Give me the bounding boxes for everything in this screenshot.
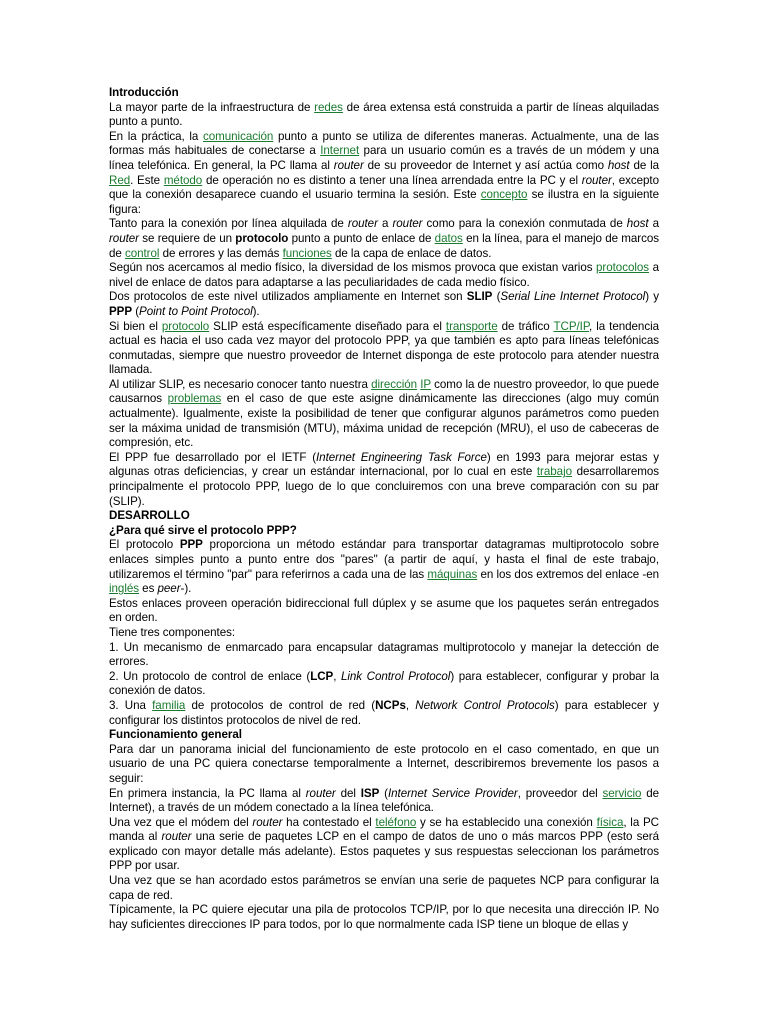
link-tcpip[interactable]: TCP/IP: [553, 319, 590, 333]
link-transporte[interactable]: transporte: [445, 319, 498, 333]
link-protocolos[interactable]: protocolos: [596, 261, 650, 275]
heading-introduccion: Introducción: [109, 86, 179, 99]
paragraph-3: Tanto para la conexión por línea alquilada de router a router como para la conexión conmutada de host a router se requiere de un protocolo punto a punto de enlace de datos en la línea, para el manejo de marcos de control de errores y las demás funciones de la capa de enlace de datos.: [109, 217, 659, 260]
link-datos[interactable]: datos: [434, 231, 463, 245]
paragraph-6: Si bien el protocolo SLIP está específicamente diseñado para el transporte de tráfico TCP/IP, la tendencia actual es hacia el uso cada vez mayor del protocolo PPP, ya que también es apto para líneas telefónicas conmutadas, siempre que nuestro proveedor de Internet disponga de este protocolo para atender nuestra llamada.: [109, 319, 659, 377]
paragraph-5: Dos protocolos de este nivel utilizados ampliamente en Internet son SLIP (Serial Line Internet Protocol) y PPP (Point to Point Protocol).: [109, 290, 660, 318]
link-funciones[interactable]: funciones: [282, 246, 332, 260]
paragraph-15: Para dar un panorama inicial del funcionamiento de este protocolo en el caso comentado, en que un usuario de una PC quiera conectarse temporalmente a Internet, describiremos brevemente los pasos a seguir:: [109, 742, 659, 785]
link-maquinas[interactable]: máquinas: [427, 567, 478, 581]
link-fisica[interactable]: física: [596, 815, 624, 829]
link-trabajo[interactable]: trabajo: [536, 465, 572, 479]
paragraph-16: En primera instancia, la PC llama al router del ISP (Internet Service Provider, proveedor del servicio de Internet), a través de un módem conectado a la línea telefónica.: [109, 786, 660, 815]
document-page: [109, 86, 659, 932]
link-red[interactable]: Red: [109, 173, 131, 187]
paragraph-10: Estos enlaces proveen operación bidireccional full dúplex y se asume que los paquetes serán entregados en orden.: [109, 596, 659, 625]
heading-desarrollo: DESARROLLO: [109, 509, 190, 523]
paragraph-9: El protocolo PPP proporciona un método estándar para transportar datagramas multiprotocolo sobre enlaces simples punto a punto entre dos "pares" (a partir de aquí, y hasta el final de este trabajo, utilizaremos el término "par" para referirnos a cada una de las máquinas en los dos extremos del enlace -en inglés es peer-).: [109, 538, 660, 596]
paragraph-11: Tiene tres componentes:: [109, 625, 236, 639]
paragraph-19: Típicamente, la PC quiere ejecutar una pila de protocolos TCP/IP, por lo que necesita una dirección IP. No hay suficientes direcciones IP para todos, por lo que normalmente cada ISP tiene un bloque de ellas y: [109, 903, 659, 931]
link-ingles[interactable]: inglés: [109, 582, 139, 596]
paragraph-8: El PPP fue desarrollado por el IETF (Internet Engineering Task Force) en 1993 para mejorar estas y algunas otras deficiencias, y crear un estándar internacional, por lo cual en este trabajo desarrollaremos principalmente el protocolo PPP, luego de lo que concluiremos con una breve comparación con su par (SLIP).: [109, 450, 659, 508]
heading-para-que-sirve: ¿Para qué sirve el protocolo PPP?: [109, 523, 297, 537]
link-problemas[interactable]: problemas: [167, 392, 222, 406]
paragraph-18: Una vez que se han acordado estos parámetros se envían una serie de paquetes NCP para configurar la capa de red.: [109, 874, 659, 902]
link-control[interactable]: control: [124, 246, 160, 260]
link-redes[interactable]: redes: [314, 100, 343, 114]
paragraph-7: Al utilizar SLIP, es necesario conocer tanto nuestra dirección IP como la de nuestro proveedor, lo que puede causarnos problemas en el caso de que este asigne dinámicamente las direcciones (algo muy común actualmente). Igualmente, existe la posibilidad de tener que configurar algunos parámetros como pueden ser la máxima unidad de transmisión (MTU), máxima unidad de recepción (MRU), el uso de cabeceras de compresión, etc.: [109, 377, 659, 450]
paragraph-2: En la práctica, la comunicación punto a punto se utiliza de diferentes maneras. Actualmente, una de las formas más habituales de conectarse a Internet para un usuario común es a través de un módem y una línea telefónica. En general, la PC llama al router de su proveedor de Internet y así actúa como host de la Red. Este método de operación no es distinto a tener una línea arrendada entre la PC y el router, excepto que la conexión desaparece cuando el usuario termina la sesión. Este concepto se ilustra en la siguiente figura:: [109, 129, 660, 216]
link-direccion[interactable]: dirección: [371, 377, 418, 391]
paragraph-4: Según nos acercamos al medio físico, la diversidad de los mismos provoca que existan varios protocolos a nivel de enlace de datos para adaptarse a las peculiaridades de cada medio físico.: [109, 261, 659, 289]
link-concepto[interactable]: concepto: [480, 188, 528, 202]
link-ip[interactable]: IP: [420, 377, 431, 391]
link-familia[interactable]: familia: [152, 698, 186, 712]
paragraph-14: 3. Una familia de protocolos de control de red (NCPs, Network Control Protocols) para establecer y configurar los distintos protocolos de nivel de red.: [109, 698, 660, 727]
link-comunicacion[interactable]: comunicación: [203, 129, 274, 143]
link-servicio[interactable]: servicio: [602, 786, 642, 800]
link-internet[interactable]: Internet: [320, 144, 360, 158]
heading-funcionamiento-general: Funcionamiento general: [109, 728, 242, 742]
paragraph-17: Una vez que el módem del router ha contestado el teléfono y se ha establecido una conexión física, la PC manda al router una serie de paquetes LCP en el campo de datos de uno o más marcos PPP (esto será explicado con mayor detalle más adelante). Estos paquetes y sus respuestas seleccionan los parámetros PPP por usar.: [109, 815, 659, 873]
link-metodo[interactable]: método: [163, 173, 203, 187]
link-protocolo[interactable]: protocolo: [161, 319, 210, 333]
paragraph-12: 1. Un mecanismo de enmarcado para encapsular datagramas multiprotocolo y manejar la detección de errores.: [109, 640, 659, 669]
paragraph-1: La mayor parte de la infraestructura de redes de área extensa está construida a partir de líneas alquiladas punto a punto.: [109, 100, 659, 129]
paragraph-13: 2. Un protocolo de control de enlace (LCP, Link Control Protocol) para establecer, configurar y probar la conexión de datos.: [109, 669, 659, 698]
link-telefono[interactable]: teléfono: [375, 815, 417, 829]
